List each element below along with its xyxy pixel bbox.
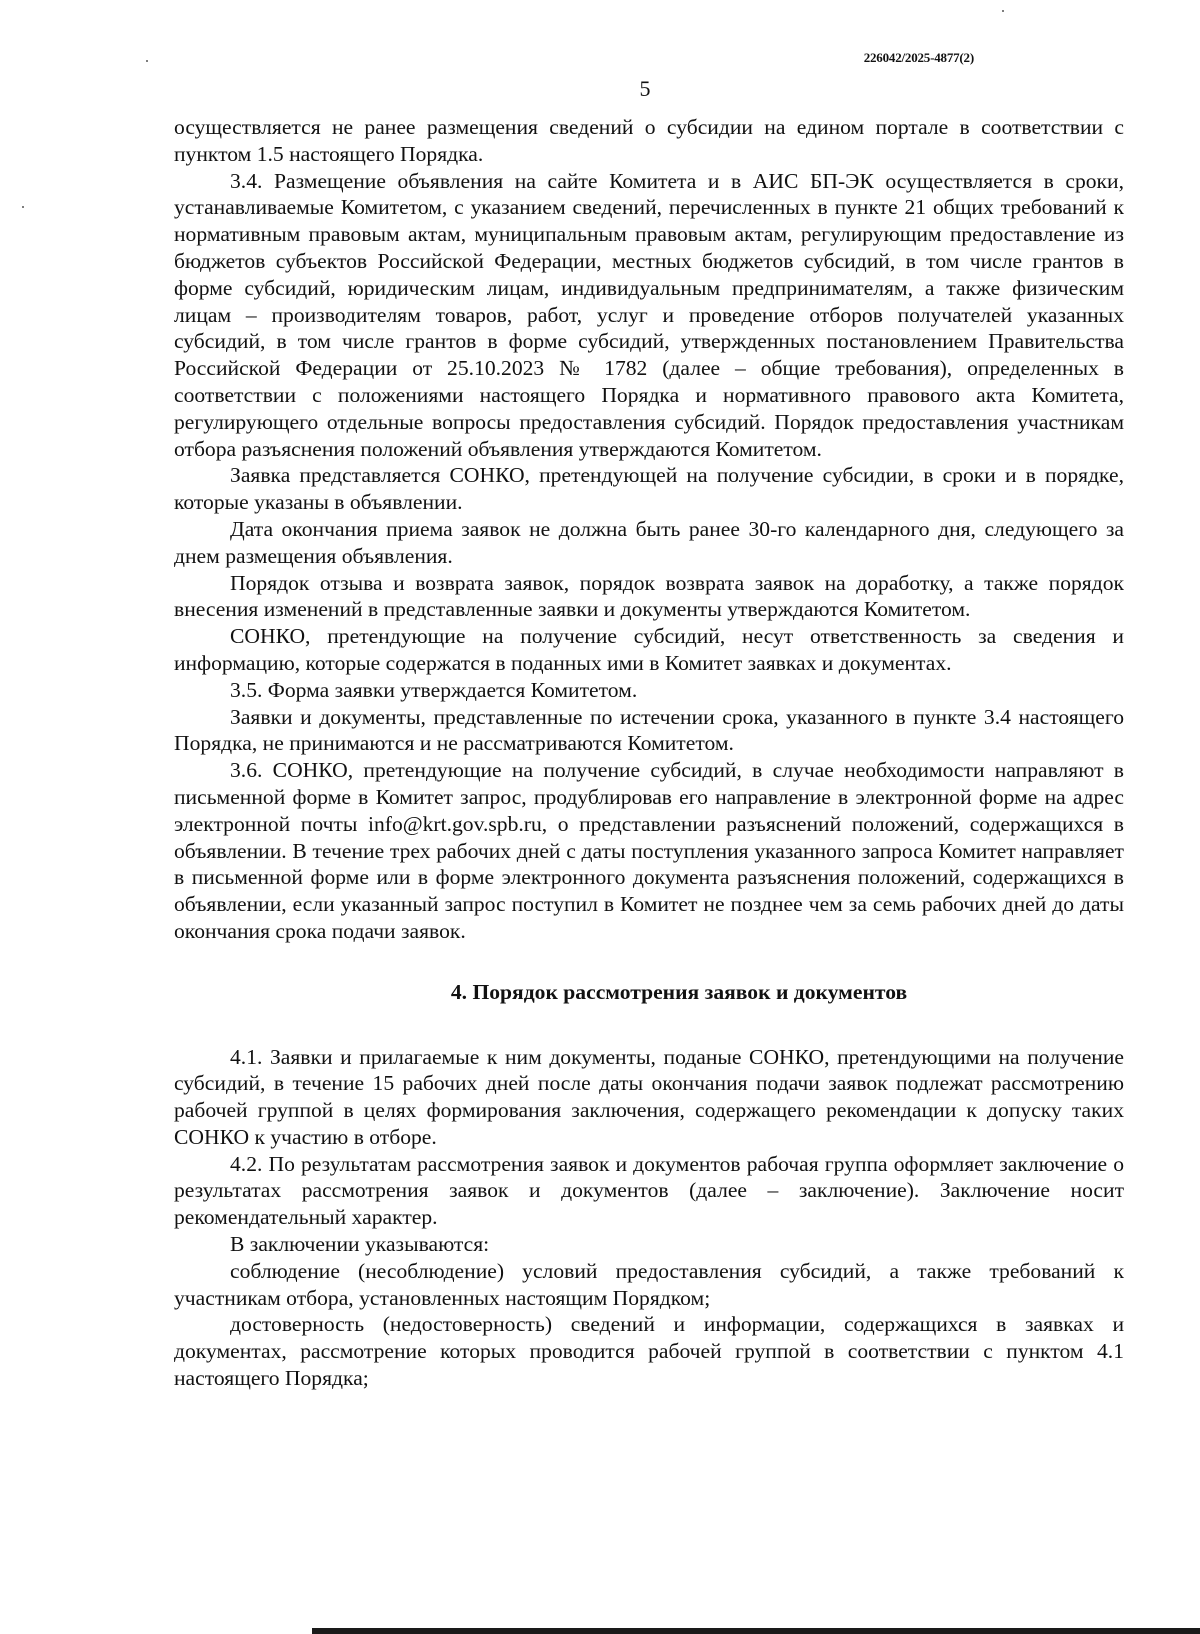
paragraph: Порядок отзыва и возврата заявок, порядок возврата заявок на доработку, а также порядок внесения изменений в представленные заявки и документы утверждаются Комитетом.: [174, 570, 1124, 622]
paragraph: Заявка представляется СОНКО, претендующей на получение субсидии, в сроки и в порядке, которые указаны в объявлении.: [174, 463, 1124, 515]
paragraph: СОНКО, претендующие на получение субсидий, несут ответственность за сведения и информацию, которые содержатся в поданных ими в Комитет заявках и документах.: [174, 624, 1124, 675]
paragraph: 3.4. Размещение объявления на сайте Комитета и в АИС БП-ЭК осуществляется в сроки, устанавливаемые Комитетом, с указанием сведений, перечисленных в пункте 21 общих требований к нормативным правовым актам, муниципальным правовым актам, регулирующим предоставление из бюджетов субъектов Российской Федерации, местных бюджетов субсидий, в том числе грантов в форме субсидий, юридическим лицам, индивидуальным предпринимателям, а также физическим лицам – производителям товаров, работ, услуг и проведение отборов получателей указанных субсидий, в том числе грантов в форме субсидий, утвержденных постановлением Правительства Российской Федерации от 25.10.2023 № 1782 (далее – общие требования), определенных в соответствии с положениями настоящего Порядка и нормативного правового акта Комитета, регулирующего отдельные вопросы предоставления субсидий. Порядок предоставления участникам отбора разъяснения положений объявления утверждаются Комитетом.: [174, 168, 1124, 461]
scan-bottom-edge: [312, 1628, 1200, 1634]
scan-speck: [22, 206, 24, 208]
paragraph: осуществляется не ранее размещения сведений о субсидии на едином портале в соответствии с пунктом 1.5 настоящего Порядка.: [174, 115, 1124, 166]
document-registration-number: 226042/2025-4877(2): [863, 50, 974, 65]
scan-speck: [1002, 10, 1004, 12]
section-heading: 4. Порядок рассмотрения заявок и документов: [450, 979, 908, 1004]
paragraph: Дата окончания приема заявок не должна быть ранее 30-го календарного дня, следующего за днем размещения объявления.: [174, 516, 1124, 568]
paragraph: В заключении указываются:: [230, 1232, 490, 1257]
paragraph: 4.2. По результатам рассмотрения заявок и документов рабочая группа оформляет заключение о результатах рассмотрения заявок и документов (далее – заключение). Заключение носит рекомендательный характер.: [174, 1151, 1124, 1230]
document-body: [174, 114, 1124, 1392]
page-number: 5: [639, 76, 651, 101]
paragraph: 3.6. СОНКО, претендующие на получение субсидий, в случае необходимости направляют в письменной форме в Комитет запрос, продублировав его направление в электронной форме на адрес электронной почты info@krt.gov.spb.ru, о представлении разъяснений положений, содержащихся в объявлении. В течение трех рабочих дней с даты поступления указанного запроса Комитет направляет в письменной форме или в форме электронного документа разъяснения положений, содержащихся в объявлении, если указанный запрос поступил в Комитет не позднее чем за семь рабочих дней до даты окончания срока подачи заявок.: [174, 758, 1124, 943]
paragraphs-bottom: [174, 1044, 1124, 1392]
paragraph: Заявки и документы, представленные по истечении срока, указанного в пункте 3.4 настоящего Порядка, не принимаются и не рассматриваются Комитетом.: [174, 704, 1124, 756]
paragraphs-top: [174, 114, 1124, 945]
paragraph: 4.1. Заявки и прилагаемые к ним документы, поданые СОНКО, претендующими на получение субсидий, в течение 15 рабочих дней после даты окончания подачи заявок подлежат рассмотрению рабочей группой в целях формирования заключения, содержащего рекомендации к допуску таких СОНКО к участию в отборе.: [174, 1044, 1124, 1149]
paragraph: достоверность (недостоверность) сведений и информации, содержащихся в заявках и документах, рассмотрение которых проводится рабочей группой в соответствии с пунктом 4.1 настоящего Порядка;: [174, 1312, 1124, 1391]
paragraph: соблюдение (несоблюдение) условий предоставления субсидий, а также требований к участникам отбора, установленных настоящим Порядком;: [174, 1258, 1124, 1310]
paragraph: 3.5. Форма заявки утверждается Комитетом.: [230, 677, 638, 702]
scan-speck: [146, 60, 148, 62]
